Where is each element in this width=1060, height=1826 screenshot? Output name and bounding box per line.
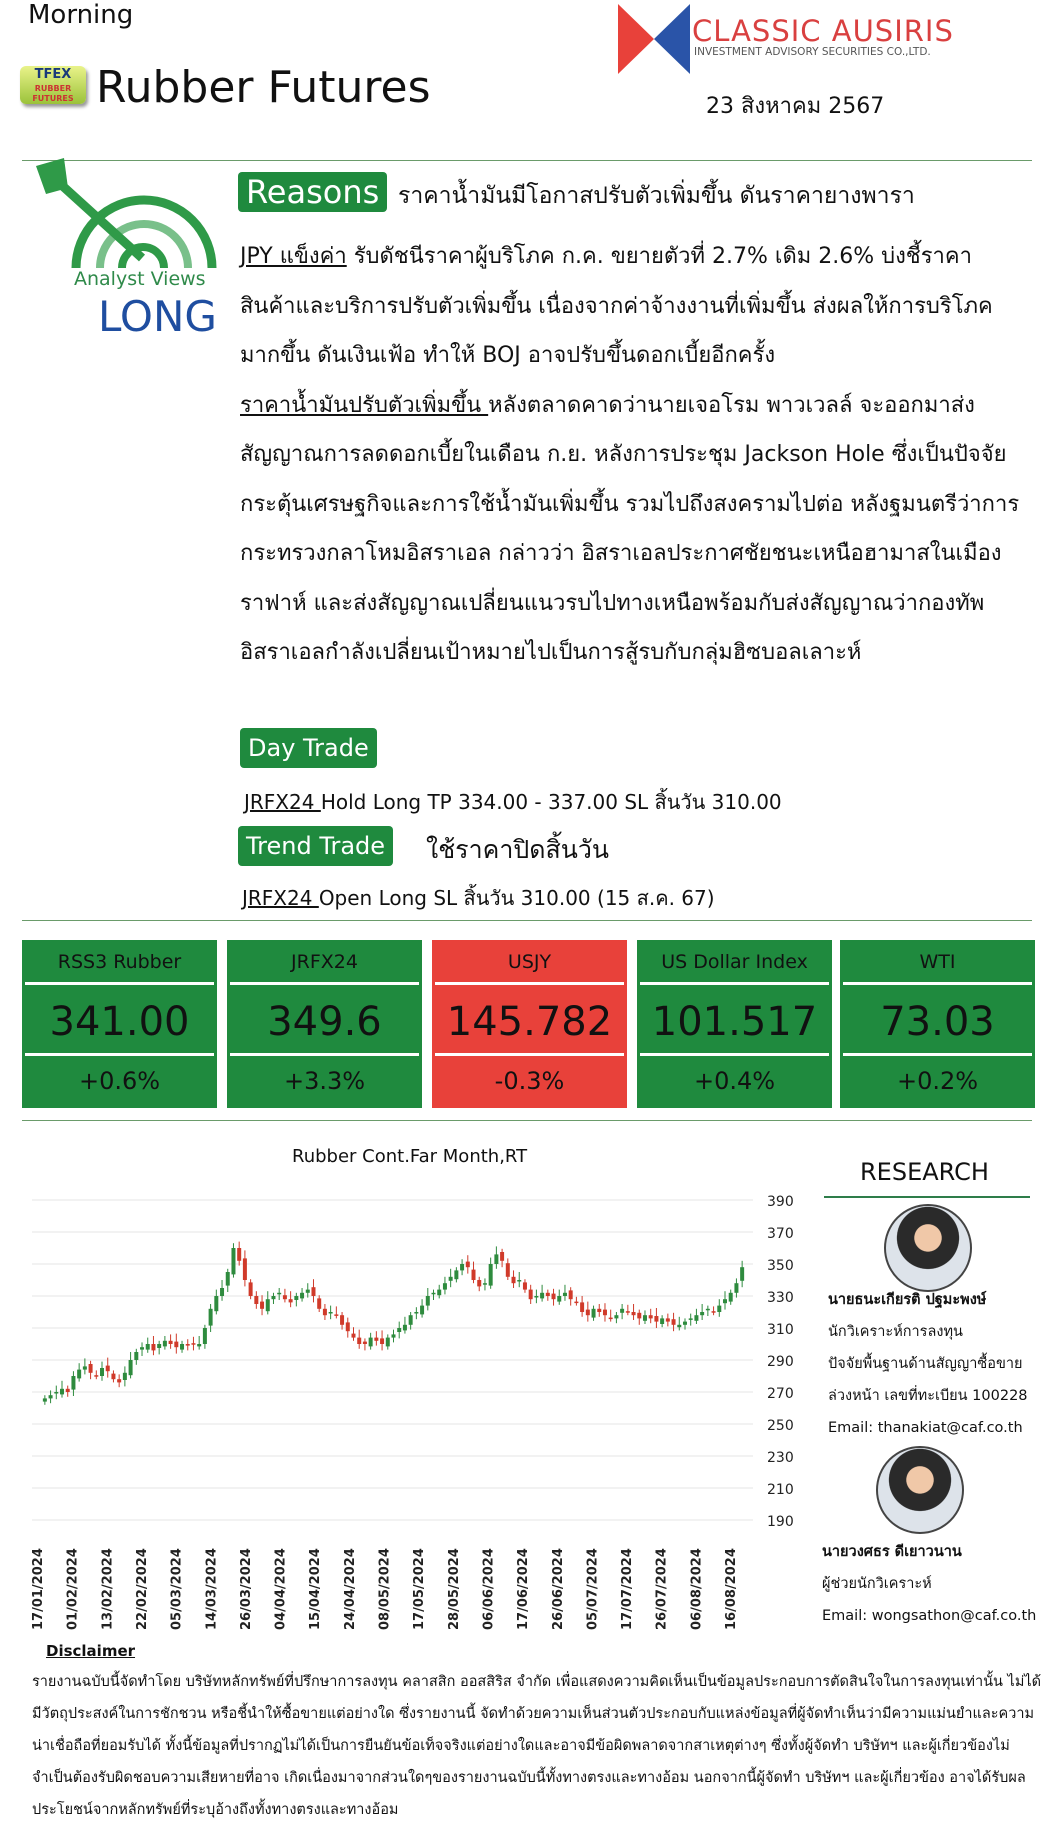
candle-body [597, 1309, 601, 1312]
candle-body [180, 1344, 184, 1350]
trend-trade-text: Open Long SL สิ้นวัน 310.00 (15 ส.ค. 67) [318, 886, 715, 910]
candle-body [654, 1316, 658, 1322]
candle-body [340, 1315, 344, 1325]
candle-body [117, 1379, 121, 1382]
x-tick-label: 26/07/2024 [654, 1548, 670, 1630]
candle-body [203, 1328, 207, 1344]
y-tick-label: 350 [767, 1258, 794, 1274]
y-tick-label: 190 [767, 1514, 794, 1530]
candle-body [694, 1315, 698, 1321]
candle-body [260, 1302, 264, 1309]
x-tick-label: 17/06/2024 [516, 1548, 532, 1630]
tile-value: 145.782 [435, 985, 624, 1056]
trend-trade-line [242, 882, 715, 914]
x-tick-label: 13/02/2024 [100, 1548, 116, 1630]
candle-body [500, 1252, 504, 1261]
candle-body [517, 1280, 521, 1282]
candle-body [466, 1262, 470, 1268]
candle-body [649, 1315, 653, 1318]
x-tick-label: 17/05/2024 [412, 1548, 428, 1630]
tile-label: USJY [435, 940, 624, 985]
candle-body [83, 1366, 87, 1369]
session-label: Morning [28, 0, 134, 30]
candle-body [300, 1293, 304, 1299]
candle-body [374, 1338, 378, 1341]
candle-body [449, 1277, 453, 1281]
candle-body [329, 1312, 333, 1314]
tile-label: WTI [843, 940, 1032, 985]
analyst-1-role: นักวิเคราะห์การลงทุน [828, 1324, 963, 1340]
candle-body [89, 1364, 93, 1373]
candle-body [672, 1319, 676, 1325]
candle-body [237, 1248, 241, 1261]
candle-body [529, 1290, 533, 1300]
market-tile [432, 940, 627, 1108]
candle-body [534, 1296, 538, 1298]
trend-trade-symbol: JRFX24 [242, 886, 319, 910]
target-dart-icon [36, 158, 216, 278]
candle-body [380, 1338, 384, 1344]
day-trade-line [244, 786, 782, 818]
day-trade-text: Hold Long TP 334.00 - 337.00 SL สิ้นวัน 310.00 [320, 790, 782, 814]
reason-1-body: รับดัชนีราคาผู้บริโภค ก.ค. ขยายตัวที่ 2.7% เดิม 2.6% บ่งชี้ราคาสินค้าและบริการปรับตัวเพิ่มขึ้น เนื่องจากค่าจ้างงานที่เพิ่มขึ้น ส่งผลให้การบริโภคมากขึ้น ดันเงินเฟ้อ ทำให้ BOJ อาจปรับขึ้นดอกเบี้ยอีกครั้ง [240, 244, 993, 368]
tile-value: 341.00 [25, 985, 214, 1056]
candle-body [174, 1342, 178, 1348]
candle-body [437, 1290, 441, 1296]
candle-body [483, 1283, 487, 1285]
disclaimer-text: รายงานฉบับนี้จัดทำโดย บริษัทหลักทรัพย์ที่ปรึกษาการลงทุน คลาสสิก ออสสิริส จำกัด เพื่อแสดงความคิดเห็นเป็นข้อมูลประกอบการตัดสินใจในการลงทุนเท่านั้น ไม่ได้มีวัตถุประสงค์ในการชักชวน หรือชี้นำให้ซื้อขายแต่อย่างใด ซึ่งรายงานนี้ จัดทำด้วยความเห็นส่วนตัวประกอบกับแหล่งข้อมูลที่ผู้จัดทำเห็นว่ามีความแม่นยำและความน่าเชื่อถือที่ยอมรับได้ ทั้งนี้ข้อมูลที่ปรากฏไม่ได้เป็นการยืนยันข้อเท็จจริงแต่อย่างใดและอาจมีข้อผิดพลาดจากสาเหตุต่างๆ ซึ่งทั้งผู้จัดทำ บริษัทฯ และผู้เกี่ยวข้องไม่จำเป็นต้องรับผิดชอบความเสียหายที่อาจ เกิดเนื่องมาจากส่วนใดๆของรายงานฉบับนี้ทั้งทางตรงและทางอ้อม นอกจากนี้ผู้จัดทำ บริษัทฯ และผู้เกี่ยวข้อง อาจได้รับผลประโยชน์จากหลักทรัพย์ที่ระบุอ้างถึงทั้งทางตรงและทางอ้อม [32, 1674, 1042, 1818]
reason-paragraph [240, 381, 1020, 678]
candle-body [231, 1248, 235, 1274]
y-tick-label: 270 [767, 1386, 794, 1402]
candle-body [614, 1315, 618, 1318]
day-trade-tag: Day Trade [240, 728, 377, 768]
tfex-logo-sub: RUBBER FUTURES [32, 84, 74, 103]
candle-body [363, 1342, 367, 1344]
candle-body [277, 1293, 281, 1295]
candle-body [100, 1368, 104, 1376]
candle-body [489, 1264, 493, 1286]
candle-body [477, 1280, 481, 1286]
candle-body [191, 1343, 195, 1345]
candle-body [157, 1344, 161, 1348]
candle-body [660, 1318, 664, 1324]
analyst-views-label: Analyst Views [74, 268, 206, 290]
x-tick-label: 06/08/2024 [689, 1548, 705, 1630]
x-tick-label: 08/05/2024 [377, 1548, 393, 1630]
y-tick-label: 210 [767, 1482, 794, 1498]
x-tick-label: 28/05/2024 [446, 1548, 462, 1630]
market-tile [227, 940, 422, 1108]
analyst-1-detail: ปัจจัยพื้นฐานด้านสัญญาซื้อขาย [828, 1356, 1023, 1372]
candle-body [77, 1370, 81, 1379]
candle-body [129, 1360, 133, 1375]
candle-body [386, 1338, 390, 1347]
x-tick-label: 14/03/2024 [204, 1548, 220, 1630]
company-logo-icon [618, 4, 690, 74]
candle-body [609, 1318, 613, 1320]
candle-body [71, 1376, 75, 1390]
candle-body [311, 1287, 315, 1296]
candle-body [266, 1299, 270, 1311]
candle-body [552, 1294, 556, 1300]
analyst-2-role: ผู้ช่วยนักวิเคราะห์ [822, 1576, 932, 1592]
candle-body [397, 1328, 401, 1332]
candle-body [54, 1392, 58, 1394]
x-tick-label: 15/04/2024 [308, 1548, 324, 1630]
market-tile [22, 940, 217, 1108]
candle-body [443, 1283, 447, 1289]
tile-value: 349.6 [230, 985, 419, 1056]
x-tick-label: 17/01/2024 [31, 1548, 46, 1630]
x-tick-label: 01/02/2024 [65, 1548, 81, 1630]
candle-body [557, 1296, 561, 1302]
reason-1-head: JPY แข็งค่า [240, 244, 347, 269]
price-chart [20, 1180, 794, 1640]
candle-body [586, 1310, 590, 1316]
candle-body [209, 1309, 213, 1326]
market-tile [637, 940, 832, 1108]
candle-body [494, 1254, 498, 1264]
candle-body [289, 1299, 293, 1302]
tiles-divider [22, 1120, 1032, 1121]
candle-body [283, 1295, 287, 1299]
candle-body [734, 1283, 738, 1293]
tile-change: +0.2% [896, 1067, 979, 1095]
candle-body [592, 1309, 596, 1318]
candle-body [546, 1293, 550, 1296]
trade-divider [22, 920, 1032, 921]
candle-body [346, 1322, 350, 1331]
candle-body [420, 1306, 424, 1315]
candle-body [169, 1341, 173, 1344]
reason-2-body: หลังตลาดคาดว่านายเจอโรม พาวเวลล์ จะออกมาส่งสัญญาณการลดดอกเบี้ยในเดือน ก.ย. หลังการประชุม Jackson Hole ซึ่งเป็นปัจจัยกระตุ้นเศรษฐกิจและการใช้น้ำมันเพิ่มขึ้น รวมไปถึงสงครามไปต่อ หลังฐมนตรีว่าการกระทรวงกลาโหมอิสราเอล กล่าวว่า อิสราเอลประกาศชัยชนะเหนือฮามาสในเมืองราฟาห์ และส่งสัญญาณเปลี่ยนแนวรบไปทางเหนือพร้อมกับส่งสัญญาณว่ากองทัพอิสราเอลกำลังเปลี่ยนเป้าหมายไปเป็นการสู้รบกับกลุ่มฮิซบอลเลาะห์ [240, 392, 1020, 665]
tile-change: +0.4% [693, 1067, 776, 1095]
company-name: CLASSIC AUSIRIS [692, 14, 954, 48]
y-tick-label: 250 [767, 1418, 794, 1434]
candle-body [666, 1318, 670, 1321]
analyst-1-license: ล่วงหน้า เลขที่ทะเบียน 100228 [828, 1388, 1028, 1404]
candle-body [351, 1334, 355, 1338]
page-title: Rubber Futures [96, 62, 431, 113]
candle-body [723, 1299, 727, 1303]
reasons-lead: ราคาน้ำมันมีโอกาสปรับตัวเพิ่มขึ้น ดันราคายางพารา [398, 183, 915, 209]
candle-body [717, 1306, 721, 1312]
candle-body [317, 1298, 321, 1308]
tile-change: -0.3% [494, 1067, 565, 1095]
reason-2-head: ราคาน้ำมันปรับตัวเพิ่มขึ้น [240, 392, 489, 418]
candle-body [220, 1288, 224, 1296]
candle-body [392, 1334, 396, 1337]
candle-body [569, 1290, 573, 1299]
tfex-logo-text: TFEX [34, 67, 72, 82]
candle-body [243, 1258, 247, 1280]
candle-body [432, 1293, 436, 1295]
y-tick-label: 330 [767, 1290, 794, 1306]
reasons-body [240, 232, 1020, 678]
candle-body [186, 1344, 190, 1346]
candle-body [197, 1344, 201, 1346]
candle-body [706, 1309, 710, 1311]
candle-body [226, 1272, 230, 1286]
research-divider [824, 1196, 1030, 1198]
candle-body [146, 1344, 150, 1350]
candle-body [254, 1296, 258, 1304]
candle-body [357, 1338, 361, 1344]
candle-body [472, 1270, 476, 1280]
x-tick-label: 16/08/2024 [724, 1548, 739, 1630]
candle-body [409, 1315, 413, 1325]
candle-body [43, 1398, 47, 1401]
candle-body [689, 1318, 693, 1320]
research-heading: RESEARCH [860, 1158, 989, 1186]
candle-body [334, 1314, 338, 1316]
x-tick-label: 26/03/2024 [238, 1548, 254, 1630]
x-tick-label: 26/06/2024 [550, 1548, 566, 1630]
x-tick-label: 24/04/2024 [342, 1548, 358, 1630]
y-tick-label: 370 [767, 1226, 794, 1242]
candle-body [637, 1313, 641, 1319]
tile-label: US Dollar Index [640, 940, 829, 985]
candle-body [106, 1366, 110, 1372]
y-tick-label: 390 [767, 1194, 794, 1210]
candle-body [306, 1290, 310, 1293]
candle-body [426, 1296, 430, 1306]
trend-trade-note: ใช้ราคาปิดสิ้นวัน [426, 835, 609, 864]
reason-paragraph [240, 232, 1020, 381]
candle-body [151, 1344, 155, 1350]
tfex-logo [20, 66, 86, 104]
x-tick-label: 22/02/2024 [134, 1548, 150, 1630]
candle-body [574, 1302, 578, 1304]
candle-body [540, 1293, 544, 1299]
candle-body [214, 1296, 218, 1311]
candle-body [323, 1309, 327, 1315]
candle-body [740, 1267, 744, 1281]
analyst-2-name: นายวงศธร ดีเยาวนาน [822, 1544, 962, 1560]
candle-body [454, 1270, 458, 1279]
candle-body [620, 1309, 624, 1313]
x-tick-label: 05/03/2024 [169, 1548, 185, 1630]
x-tick-label: 04/04/2024 [273, 1548, 289, 1630]
x-tick-label: 05/07/2024 [585, 1548, 601, 1630]
analyst-1-name: นายธนะเกียรติ ปฐมะพงษ์ [828, 1292, 987, 1308]
y-tick-label: 230 [767, 1450, 794, 1466]
analyst-1-avatar [884, 1204, 972, 1292]
candle-body [632, 1312, 636, 1315]
candle-body [60, 1389, 64, 1395]
candle-body [111, 1374, 115, 1380]
tile-value: 101.517 [640, 985, 829, 1056]
candle-body [134, 1352, 138, 1360]
y-tick-label: 290 [767, 1354, 794, 1370]
tile-label: JRFX24 [230, 940, 419, 985]
candle-body [163, 1341, 167, 1347]
candle-body [626, 1311, 630, 1313]
candle-body [700, 1312, 704, 1315]
tile-value: 73.03 [843, 985, 1032, 1056]
candle-body [643, 1315, 647, 1321]
reasons-tag: Reasons [238, 172, 387, 212]
candle-body [94, 1375, 98, 1377]
candle-body [563, 1293, 567, 1296]
candle-body [403, 1325, 407, 1331]
tile-change: +3.3% [283, 1067, 366, 1095]
candle-body [294, 1296, 298, 1300]
candle-body [369, 1338, 373, 1347]
x-tick-label: 17/07/2024 [620, 1548, 636, 1630]
candle-body [49, 1395, 53, 1398]
candle-body [249, 1282, 253, 1296]
candle-body [677, 1325, 681, 1327]
candle-body [603, 1310, 607, 1316]
tile-label: RSS3 Rubber [25, 940, 214, 985]
analyst-2-card [822, 1536, 1036, 1632]
candle-body [66, 1389, 70, 1392]
candle-body [523, 1282, 527, 1289]
candle-body [460, 1264, 464, 1270]
analyst-1-email: Email: thanakiat@caf.co.th [828, 1420, 1023, 1436]
analyst-2-email: Email: wongsathon@caf.co.th [822, 1608, 1037, 1624]
analyst-1-card [828, 1284, 1028, 1444]
candle-body [683, 1322, 687, 1325]
candle-body [580, 1302, 584, 1312]
candle-body [512, 1277, 516, 1283]
candle-body [414, 1312, 418, 1314]
candle-body [123, 1373, 127, 1380]
x-tick-label: 06/06/2024 [481, 1548, 497, 1630]
y-tick-label: 310 [767, 1322, 794, 1338]
candle-body [712, 1311, 716, 1313]
analyst-stance: LONG [98, 292, 217, 341]
candle-body [140, 1347, 144, 1349]
trend-trade-tag: Trend Trade [238, 826, 393, 866]
candle-body [506, 1263, 510, 1277]
candle-body [729, 1293, 733, 1302]
company-subtitle: INVESTMENT ADVISORY SECURITIES CO.,LTD. [694, 46, 931, 58]
day-trade-symbol: JRFX24 [244, 790, 321, 814]
candle-body [271, 1296, 275, 1299]
market-tile [840, 940, 1035, 1108]
chart-title: Rubber Cont.Far Month,RT [292, 1146, 528, 1167]
disclaimer-title: Disclaimer [46, 1642, 136, 1660]
tile-change: +0.6% [78, 1067, 161, 1095]
analyst-2-avatar [876, 1446, 964, 1534]
report-date: 23 สิงหาคม 2567 [706, 94, 885, 119]
